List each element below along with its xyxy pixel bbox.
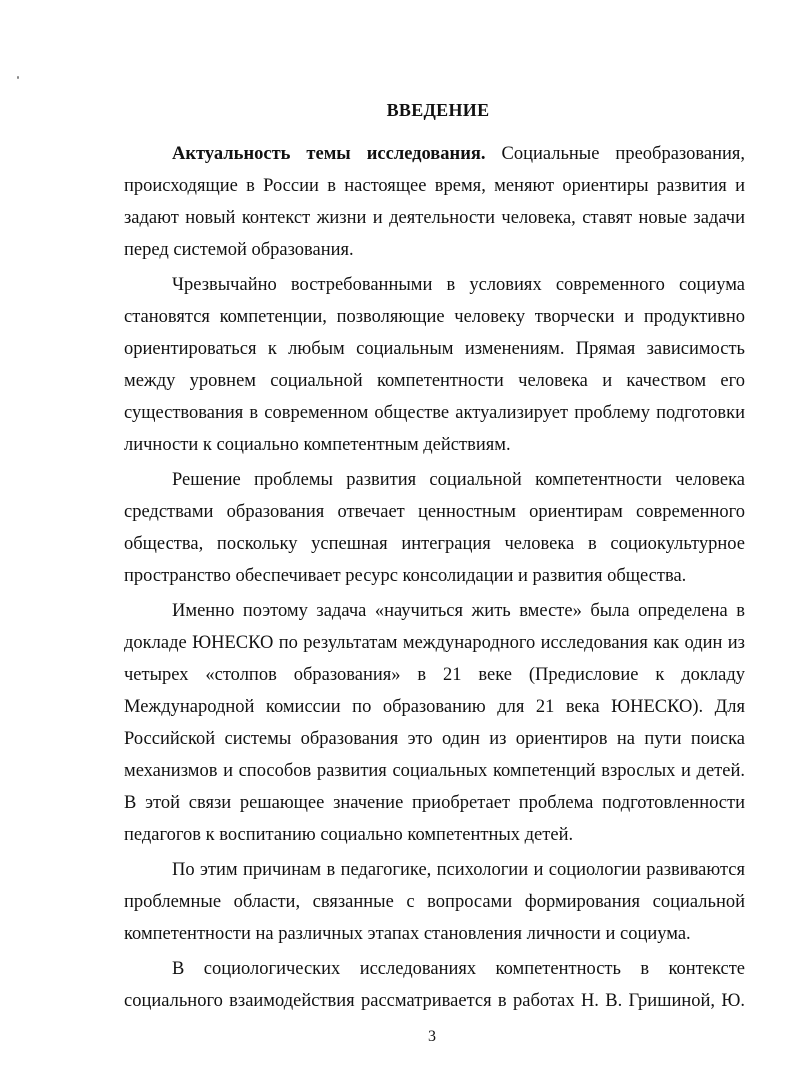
paragraph-5: По этим причинам в педагогике, психологии и социологии развиваются проблемные области, связанные с вопросами формирования социальной компетентности на различных этапах становления личности и социума.: [124, 860, 745, 945]
paragraph-2: Чрезвычайно востребованными в условиях современного социума становятся компетенции, позволяющие человеку творчески и продуктивно ориентироваться к любым социальным изменениям. Прямая зависимость между уровнем социальной компетентности человека и качеством его существования в современном обществе актуализирует проблему подготовки личности к социально компетентным действиям.: [124, 274, 745, 456]
scan-speck: [17, 76, 19, 79]
section-heading: ВВЕДЕНИЕ: [386, 100, 490, 120]
paragraph-1: [124, 138, 745, 266]
page-number: 3: [428, 1028, 436, 1045]
body-text: [124, 138, 745, 1020]
paragraph-lead: Актуальность темы исследования.: [172, 144, 486, 164]
paragraph-text: Социальные преобразования, происходящие в России в настоящее время, меняют ориентиры развития и задают новый контекст жизни и деятельности человека, ставят новые задачи перед системой образования.: [124, 144, 745, 261]
paragraph-3: Решение проблемы развития социальной компетентности человека средствами образования отвечает ценностным ориентирам современного общества, поскольку успешная интеграция человека в социокультурное пространство обеспечивает ресурс консолидации и развития общества.: [124, 469, 745, 587]
paragraph-4: Именно поэтому задача «научиться жить вместе» была определена в докладе ЮНЕСКО по результатам международного исследования как один из четырех «столпов образования» в 21 веке (Предисловие к докладу Международной комиссии по образованию для 21 века ЮНЕСКО). Для Российской системы образования это один из ориентиров на пути поиска механизмов и способов развития социальных компетенций взрослых и детей. В этой связи решающее значение приобретает проблема подготовленности педагогов к воспитанию социально компетентных детей.: [124, 600, 745, 846]
paragraph-6: В социологических исследованиях компетентность в контексте социального взаимодействия рассматривается в работах Н. В. Гришиной, Ю.: [124, 958, 745, 1011]
